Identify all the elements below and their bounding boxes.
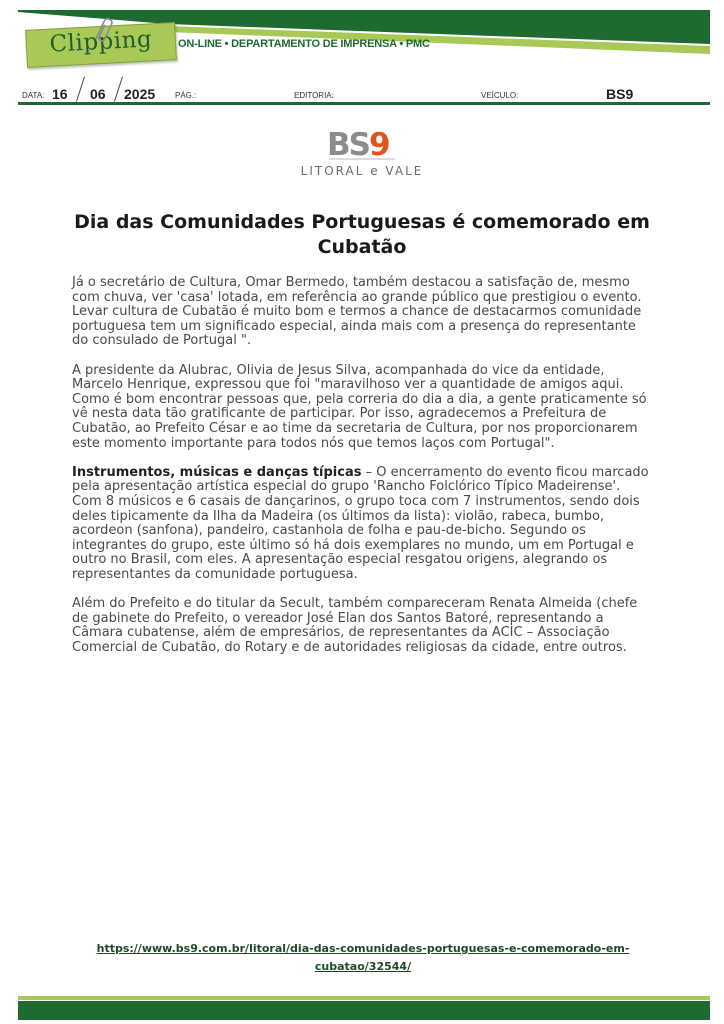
article-headline: Dia das Comunidades Portuguesas é comemorado em Cubatão [74,211,650,258]
section-text: – O encerramento do evento ficou marcado pela apresentação artística especial do grupo 'Rancho Folclórico Típico Madeirense'. Com 8 músicos e 6 casais de dançarinos, o grupo toca com 7 instrumentos, sendo dois deles tipicamente da Ilha da Madeira (os últimos da lista): violão, rabeca, bumbo, acordeon (sanfona), pandeiro, castanhola de folha e pau-de-bicho. Segundo os integrantes do grupo, este último só há dois exemplares no mundo, um em Portugal e outro no Brasil, com eles. A apresentação especial resgatou origens, alegrando os representantes da comunidade portuguesa. [72,464,649,582]
bs9-logo-letters: BS9 [327,127,389,160]
footer-light-stripe [18,996,710,1000]
date-month: 06 [90,86,106,102]
vehicle-value: BS9 [606,86,634,102]
article-paragraph: Já o secretário de Cultura, Omar Bermedo, também destacou a satisfação de, mesmo com chuva, ver 'casa' lotada, em referência ao grande público que prestigiou o evento. Levar cultura de Cubatão é muito bom e termos a chance de destacarmos comunidade portuguesa tem um significado especial, ainda mais com a presença do representante do consulado de Portugal ". [72,275,642,349]
date-label: DATA: [22,91,45,100]
footer-dark-stripe [18,1001,710,1020]
article-paragraph [72,466,654,583]
clipping-metadata [18,74,710,104]
clipping-badge-text: Clipping [48,26,153,58]
page-label: PÁG.: [175,91,197,100]
date-separator [76,76,85,101]
bs9-logo-mark [327,126,397,160]
bs9-logo [300,126,424,186]
article-body [72,276,654,670]
article-paragraph: A presidente da Alubrac, Olivia de Jesus Silva, acompanhada do vice da entidade, Marcelo Henrique, expressou que foi "maravilhoso ver a quantidade de amigos aqui. Como é bom encontrar pessoas que, pela correria do dia a dia, a gente praticamente só vê nesta data tão gratificante de participar. Por isso, agradecemos a Prefeitura de Cubatão, ao Prefeito César e ao time da secretaria de Cultura, por nos proporcionarem este momento importante para todos nós que temos laços com Portugal". [72,362,647,451]
date-day: 16 [52,86,68,102]
footer-banner [18,996,710,1020]
source-url-link[interactable]: https://www.bs9.com.br/litoral/dia-das-comunidades-portuguesas-e-comemorado-em-cubatao/32544/ [96,942,630,973]
section-lead: Instrumentos, músicas e danças típicas [72,464,362,480]
vehicle-label: VEÍCULO: [481,91,519,100]
article-paragraph: Além do Prefeito e do titular da Secult, também compareceram Renata Almeida (chefe de gabinete do Prefeito, o vereador José Elan dos Santos Batoré, representando a Câmara cubatense, além de empresários, de representantes da ACIC – Associação Comercial de Cubatão, do Rotary e de autoridades religiosas da cidade, entre outros. [72,596,638,655]
date-separator [114,76,123,101]
date-year: 2025 [124,86,156,102]
section-label: EDITORIA: [294,91,334,100]
department-title: ON-LINE • DEPARTAMENTO DE IMPRENSA • PMC [178,38,430,50]
bs9-logo-subtitle: LITORAL e VALE [300,164,424,178]
metadata-divider [18,102,710,105]
